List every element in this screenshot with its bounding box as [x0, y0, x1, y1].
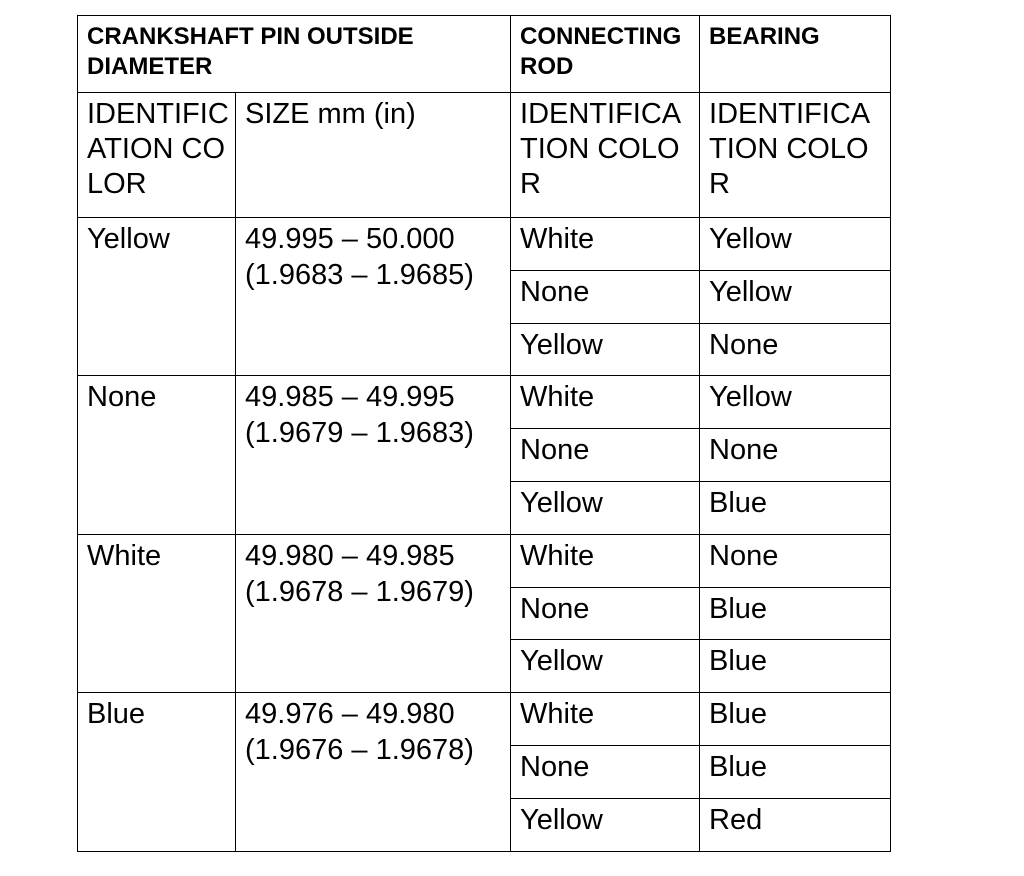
table-row — [78, 218, 891, 271]
size-mm: 49.995 – 50.000 — [245, 223, 455, 255]
bearing-color-cell: None — [700, 323, 891, 376]
subheader-pin-identification-color: IDENTIFICATION COLOR — [78, 93, 236, 218]
rod-color-cell: White — [511, 534, 700, 587]
rod-color-cell: None — [511, 587, 700, 640]
rod-color-cell: White — [511, 693, 700, 746]
header-crankshaft-pin: CRANKSHAFT PIN OUTSIDE DIAMETER — [78, 16, 511, 93]
bearing-color-cell: Blue — [700, 481, 891, 534]
rod-color-cell: None — [511, 745, 700, 798]
bearing-color-cell: Yellow — [700, 218, 891, 271]
rod-color-cell: Yellow — [511, 798, 700, 851]
bearing-color-cell: Red — [700, 798, 891, 851]
rod-color-cell: Yellow — [511, 481, 700, 534]
bearing-color-cell: Blue — [700, 640, 891, 693]
pin-size-cell — [236, 376, 511, 534]
header-bearing: BEARING — [700, 16, 891, 93]
table-row — [78, 534, 891, 587]
bearing-color-cell: Yellow — [700, 270, 891, 323]
header-connecting-rod: CONNECTING ROD — [511, 16, 700, 93]
rod-color-cell: None — [511, 270, 700, 323]
bearing-color-cell: Blue — [700, 587, 891, 640]
subheader-rod-identification-color: IDENTIFICATION COLOR — [511, 93, 700, 218]
bearing-color-cell: Blue — [700, 745, 891, 798]
pin-size-cell — [236, 693, 511, 851]
table-row — [78, 693, 891, 746]
header-row — [78, 16, 891, 93]
size-in: (1.9683 – 1.9685) — [245, 259, 474, 291]
size-mm: 49.985 – 49.995 — [245, 381, 455, 414]
pin-color-cell: Yellow — [78, 218, 236, 376]
bearing-selection-table — [77, 15, 891, 852]
rod-color-cell: White — [511, 376, 700, 429]
bearing-color-cell: None — [700, 429, 891, 482]
size-mm: 49.980 – 49.985 — [245, 539, 455, 572]
subheader-bearing-identification-color: IDENTIFICATION COLOR — [700, 93, 891, 218]
pin-color-cell: Blue — [78, 693, 236, 851]
rod-color-cell: None — [511, 429, 700, 482]
size-in: (1.9678 – 1.9679) — [245, 575, 474, 608]
bearing-color-cell: Blue — [700, 693, 891, 746]
pin-size-cell — [236, 218, 511, 376]
pin-size-cell — [236, 534, 511, 692]
bearing-color-cell: None — [700, 534, 891, 587]
table-row — [78, 376, 891, 429]
pin-color-cell: None — [78, 376, 236, 534]
subheader-size: SIZE mm (in) — [236, 93, 511, 218]
bearing-color-cell: Yellow — [700, 376, 891, 429]
size-in: (1.9679 – 1.9683) — [245, 417, 474, 450]
size-mm: 49.976 – 49.980 — [245, 698, 455, 731]
rod-color-cell: White — [511, 218, 700, 271]
rod-color-cell: Yellow — [511, 640, 700, 693]
size-in: (1.9676 – 1.9678) — [245, 734, 474, 767]
pin-color-cell: White — [78, 534, 236, 692]
rod-color-cell: Yellow — [511, 323, 700, 376]
subheader-row — [78, 93, 891, 218]
